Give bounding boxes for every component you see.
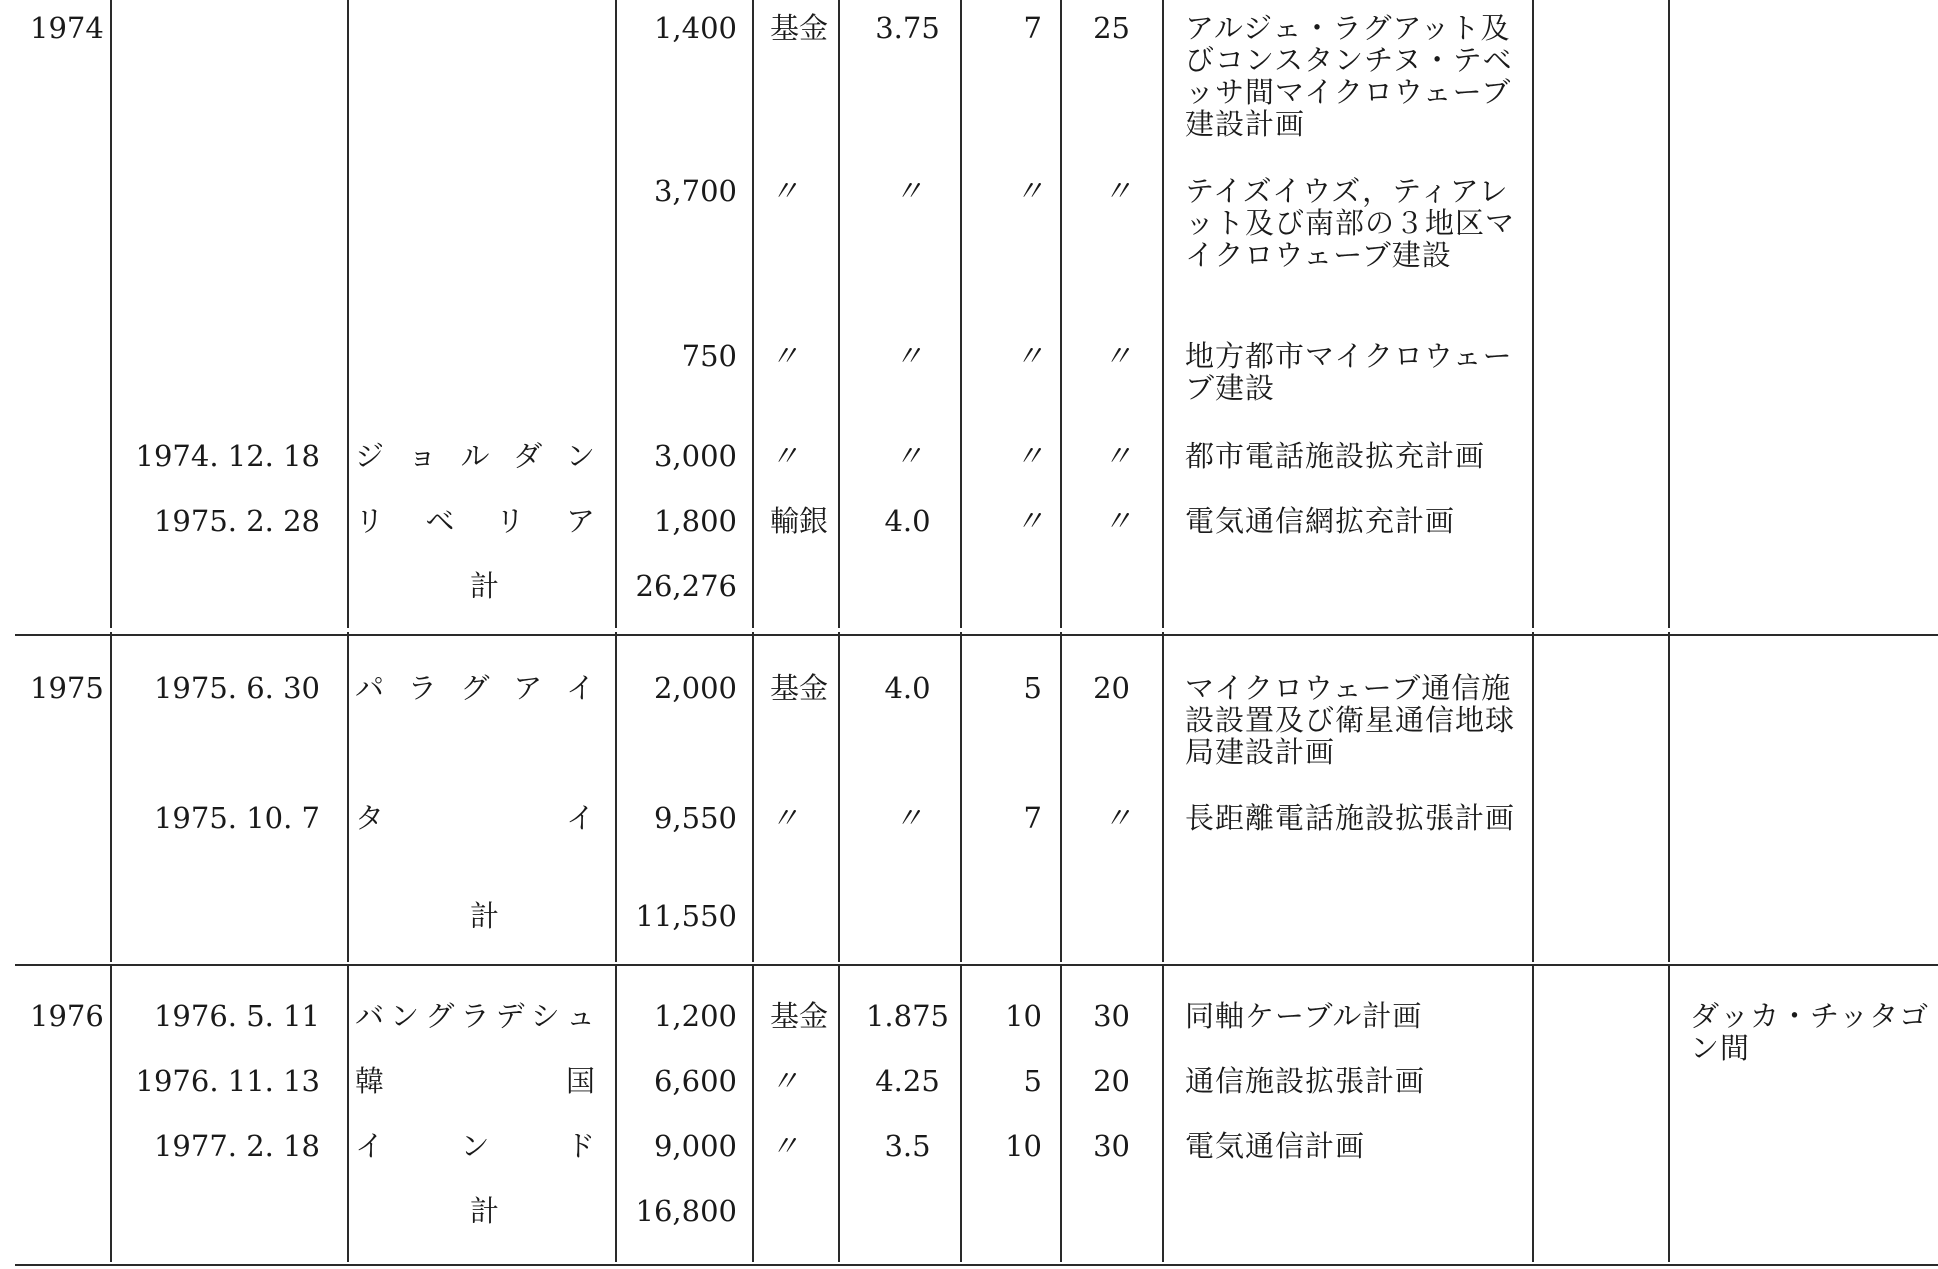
project-description: 電気通信網拡充計画 [1185,504,1456,538]
interest-rate: 4.0 [884,671,931,705]
column-rule [110,632,112,962]
loan-date: 1976. 11. 13 [135,1064,320,1098]
loan-source: 〃 [770,1129,798,1163]
repayment-term: 20 [1093,671,1130,705]
loan-date: 1977. 2. 18 [153,1129,320,1163]
grace-period: 〃 [1014,504,1042,538]
grace-period: 7 [1023,11,1042,45]
column-rule [1162,966,1164,1262]
loan-country: 韓 国 [355,1064,595,1098]
loan-source: 基金 [770,11,829,45]
total-label: 計 [470,569,500,603]
loan-amount: 9,000 [653,1129,737,1163]
loan-source: 〃 [770,339,798,373]
loan-date: 1976. 5. 11 [153,999,320,1033]
column-rule [752,966,754,1262]
column-rule [838,632,840,962]
repayment-term: 30 [1093,1129,1130,1163]
column-rule [752,632,754,962]
grace-period: 10 [1005,1129,1042,1163]
loan-amount: 1,400 [653,11,737,45]
total-label: 計 [470,1194,500,1228]
grace-period: 〃 [1014,439,1042,473]
loan-source: 〃 [770,801,798,835]
interest-rate: 〃 [893,174,921,208]
project-description: 通信施設拡張計画 [1185,1064,1426,1098]
project-description: 同軸ケーブル計画 [1185,999,1423,1033]
grace-period: 10 [1005,999,1042,1033]
project-description: アルジェ・ラグアット及びコンスタンチヌ・テベッサ間マイクロウェーブ建設計画 [1185,11,1513,141]
project-description: 地方都市マイクロウェーブ建設 [1185,339,1513,405]
repayment-term: 25 [1093,11,1130,45]
section-rule [15,964,1938,966]
grace-period: 7 [1023,801,1042,835]
repayment-term: 〃 [1102,174,1130,208]
loan-date: 1974. 12. 18 [135,439,320,473]
loan-country: タ イ [355,801,595,835]
loan-amount: 2,000 [653,671,737,705]
loan-amount: 3,700 [653,174,737,208]
column-rule [752,0,754,628]
interest-rate: 〃 [893,801,921,835]
loan-amount: 6,600 [653,1064,737,1098]
repayment-term: 30 [1093,999,1130,1033]
project-description: マイクロウェーブ通信施設設置及び衛星通信地球局建設計画 [1185,671,1516,769]
loan-amount: 3,000 [653,439,737,473]
loan-source: 〃 [770,174,798,208]
loan-country: リ ベ リ ア [355,504,595,538]
column-rule [1532,966,1534,1262]
project-description: テイズイウズ，ティアレット及び南部の３地区マイクロウェーブ建設 [1185,174,1516,272]
loan-source: 〃 [770,439,798,473]
loan-amount: 1,800 [653,504,737,538]
loan-country: ジ ョ ル ダ ン [355,439,595,473]
grace-period: 〃 [1014,174,1042,208]
repayment-term: 20 [1093,1064,1130,1098]
repayment-term: 〃 [1102,439,1130,473]
loan-date: 1975. 6. 30 [153,671,320,705]
column-rule [347,632,349,962]
loan-country: バ ン グ ラ デ シ ュ [355,999,595,1033]
project-description: 都市電話施設拡充計画 [1185,439,1486,473]
column-rule [347,0,349,628]
loan-amount: 750 [681,339,737,373]
loan-source: 基金 [770,671,829,705]
loan-country: パ ラ グ ア イ [355,671,595,705]
interest-rate: 3.5 [884,1129,931,1163]
loan-country: イ ン ド [355,1129,595,1163]
interest-rate: 4.25 [875,1064,940,1098]
interest-rate: 〃 [893,439,921,473]
section-rule [15,1264,1938,1266]
loan-amount: 1,200 [653,999,737,1033]
column-rule [110,0,112,628]
interest-rate: 4.0 [884,504,931,538]
project-description: 長距離電話施設拡張計画 [1185,801,1516,835]
loan-amount: 9,550 [653,801,737,835]
remarks: ダッカ・チッタゴン間 [1690,999,1930,1065]
section-year: 1976 [30,999,104,1033]
grace-period: 5 [1023,671,1042,705]
column-rule [110,966,112,1262]
interest-rate: 1.875 [865,999,950,1033]
repayment-term: 〃 [1102,801,1130,835]
column-rule [1668,632,1670,962]
total-amount: 16,800 [635,1194,737,1228]
total-amount: 11,550 [635,899,737,933]
column-rule [1532,0,1534,628]
section-rule [15,634,1938,636]
repayment-term: 〃 [1102,339,1130,373]
interest-rate: 〃 [893,339,921,373]
column-rule [1162,632,1164,962]
column-rule [1532,632,1534,962]
grace-period: 〃 [1014,339,1042,373]
section-year: 1975 [30,671,104,705]
section-year: 1974 [30,11,104,45]
loan-source: 基金 [770,999,829,1033]
column-rule [1668,0,1670,628]
total-amount: 26,276 [635,569,737,603]
loan-date: 1975. 10. 7 [153,801,320,835]
interest-rate: 3.75 [875,11,940,45]
project-description: 電気通信計画 [1185,1129,1366,1163]
column-rule [1668,966,1670,1262]
column-rule [838,966,840,1262]
repayment-term: 〃 [1102,504,1130,538]
total-label: 計 [470,899,500,933]
grace-period: 5 [1023,1064,1042,1098]
loan-source: 輸銀 [770,504,829,538]
loan-source: 〃 [770,1064,798,1098]
loan-date: 1975. 2. 28 [153,504,320,538]
column-rule [1162,0,1164,628]
column-rule [838,0,840,628]
column-rule [347,966,349,1262]
